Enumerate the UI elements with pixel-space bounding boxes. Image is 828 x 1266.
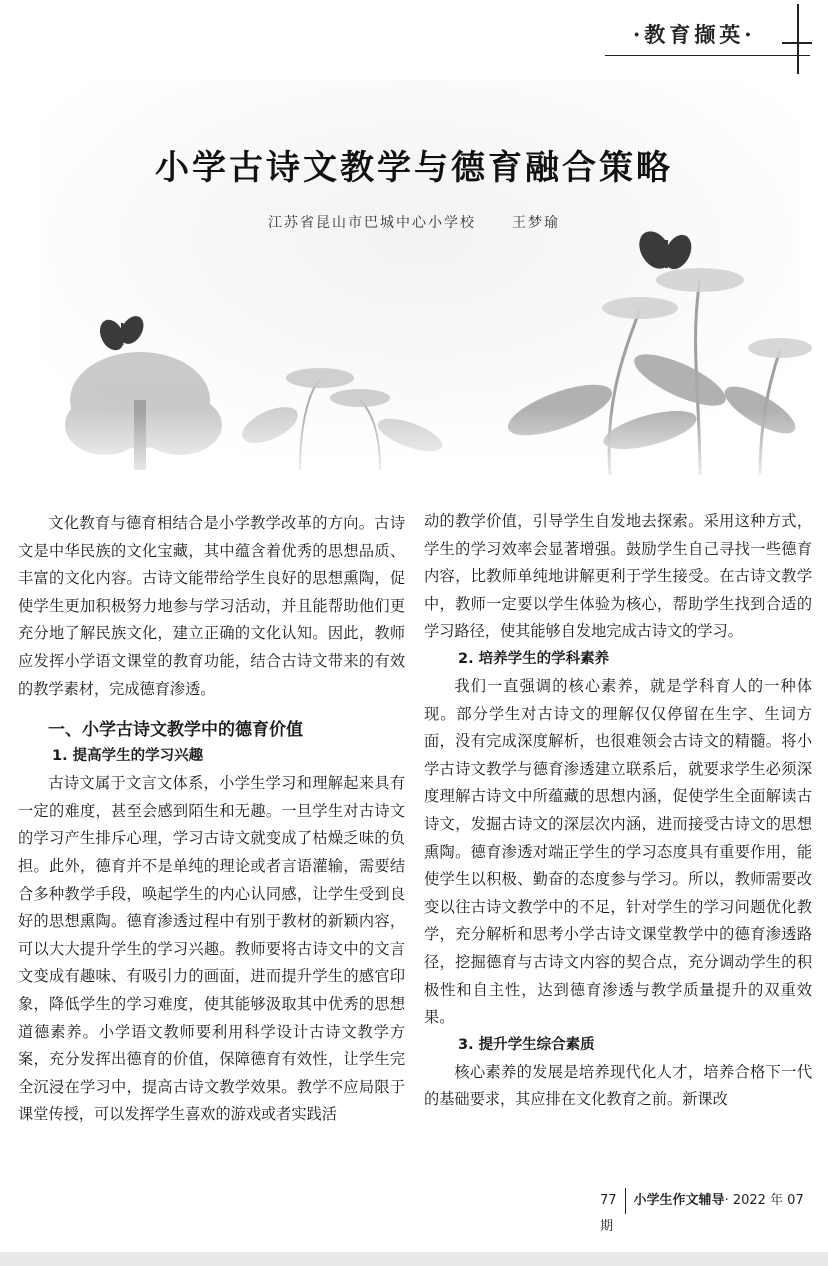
body-paragraph: 我们一直强调的核心素养，就是学科育人的一种体现。部分学生对古诗文的理解仅仅停留在生字、生词方面，没有完成深度解析，也很难领会古诗文的精髓。将小学古诗文教学与德育渗透建立联系后，就要求学生必须深度理解古诗文中所蕴藏的思想内涵，促使学生全面解读古诗文，发掘古诗文的深层次内涵，进而接受古诗文的思想熏陶。德育渗透对端正学生的学习态度具有重要作用，能使学生以积极、勤奋的态度参与学习。所以，教师需要改变以往古诗文教学中的不足，针对学生的学习问题优化教学，充分解析和思考小学古诗文课堂教学中的德育渗透路径，挖掘德育与古诗文内容的契合点，充分调动学生的积极性和自主性，达到德育渗透与教学质量提升的双重效果。 bbox=[424, 676, 812, 1027]
subsection-heading-2: 2. 培养学生的学科素养 bbox=[458, 650, 610, 667]
subsection-heading-3: 3. 提升学生综合素质 bbox=[458, 1036, 595, 1053]
intro-paragraph: 文化教育与德育相结合是小学教学改革的方向。古诗文是中华民族的文化宝藏，其中蕴含着优秀的思想品质、丰富的文化内容。古诗文能带给学生良好的思想熏陶，促使学生更加积极努力地参与学习活动，并且能帮助他们更充分地了解民族文化，建立正确的文化认知。因此，教师应发挥小学语文课堂的教育功能，结合古诗文带来的有效的教学素材，完成德育渗透。 bbox=[18, 514, 405, 698]
subsection-heading-1: 1. 提高学生的学习兴趣 bbox=[52, 748, 204, 765]
header-ornament-horizontal bbox=[782, 42, 812, 44]
header-ornament-vertical bbox=[797, 4, 799, 74]
body-paragraph: 古诗文属于文言文体系，小学生学习和理解起来具有一定的难度，甚至会感到陌生和无趣。一旦学生对古诗文的学习产生排斥心理，学习古诗文就变成了枯燥乏味的负担。此外，德育并不是单纯的理论或者言语灌输，需要结合多种教学手段，唤起学生的内心认同感，让学生受到良好的思想熏陶。德育渗透过程中有别于教材的新颖内容，可以大大提升学生的学习兴趣。教师要将古诗文中的文言文变成有趣味、有吸引力的画面，进而提升学生的感官印象，降低学生的学习难度，使其能够汲取其中优秀的思想道德素养。小学语文教师要利用科学设计古诗文教学方案，充分发挥出德育的价值，保障德育有效性，让学生完全沉浸在学习中，提高古诗文教学效果。教学不应局限于课堂传授，可以发挥学生喜欢的游戏或者实践活 bbox=[18, 774, 405, 1124]
section-tag: ·教育撷英· bbox=[605, 18, 810, 56]
page-number: 77 bbox=[600, 1188, 626, 1214]
article-column-left bbox=[18, 510, 405, 1129]
magazine-name: 小学生作文辅导 bbox=[633, 1193, 725, 1208]
author-name: 王梦瑜 bbox=[512, 215, 560, 231]
article-title: 小学古诗文教学与德育融合策略 bbox=[155, 148, 673, 188]
author-affiliation: 江苏省昆山市巴城中心小学校 bbox=[268, 215, 476, 231]
page-footer bbox=[600, 1188, 815, 1234]
article-column-right bbox=[424, 508, 812, 1114]
issue-info: · 2022 年 07 期 bbox=[600, 1193, 804, 1234]
section-heading-1: 一、小学古诗文教学中的德育价值 bbox=[48, 720, 303, 741]
body-paragraph-continued: 动的教学价值，引导学生自发地去探索。采用这种方式，学生的学习效率会显著增强。鼓励学生自己寻找一些德育内容，比教师单纯地讲解更利于学生接受。在古诗文教学中，教师一定要以学生体验为核心，帮助学生找到合适的学习路径，使其能够自发地完成古诗文的学习。 bbox=[424, 512, 812, 641]
body-paragraph: 核心素养的发展是培养现代化人才，培养合格下一代的基础要求，其应排在文化教育之前。新课改 bbox=[424, 1062, 812, 1109]
byline bbox=[0, 212, 828, 232]
viewer-bottom-bar bbox=[0, 1252, 828, 1266]
